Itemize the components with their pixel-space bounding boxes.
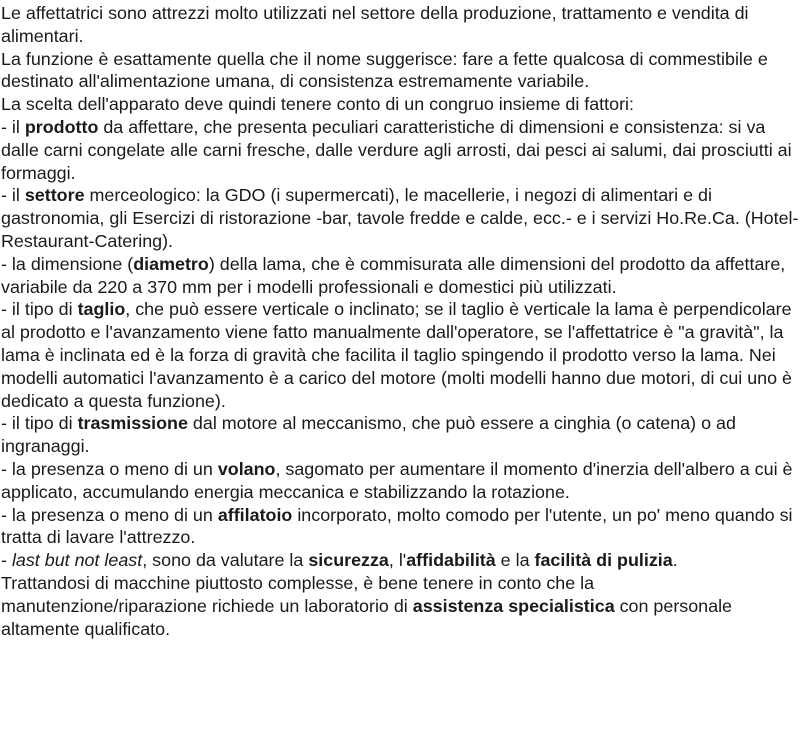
factor-prefix: - il tipo di (1, 413, 78, 434)
factor-diametro (1, 253, 800, 299)
factor-taglio (1, 298, 800, 412)
factor-keyword-affidabilita: affidabilità (406, 550, 496, 571)
closing-text: con personale altamente qualificato. (1, 595, 733, 639)
factor-text: da affettare, che presenta peculiari caratteristiche di dimensioni e consistenza: si va dalle carni congelate alle carni fresche, dalle verdure agli arrosti, dai pesci ai salumi, dai prosciutti ai formaggi. (1, 116, 792, 183)
factor-prefix: - il tipo di (1, 299, 78, 320)
factor-keyword: volano (217, 458, 276, 479)
factor-volano (1, 458, 800, 504)
paragraph-function: La funzione è esattamente quella che il nome suggerisce: fare a fette qualcosa di commestibile e destinato all'alimentazione umana, di consistenza estremamente variabile. (1, 48, 768, 92)
paragraph-closing (1, 572, 800, 640)
factor-keyword: prodotto (24, 116, 99, 137)
factor-affilatoio (1, 504, 800, 550)
factor-italic: last but not least (11, 550, 143, 571)
factor-text: . (672, 550, 678, 571)
factor-text: , l' (388, 550, 407, 571)
factor-prefix: - la presenza o meno di un (1, 504, 218, 525)
factor-keyword: taglio (77, 299, 126, 320)
paragraph-choice: La scelta dell'apparato deve quindi tenere conto di un congruo insieme di fattori: (1, 94, 634, 115)
factor-text: e la (495, 550, 535, 571)
factor-keyword: settore (24, 185, 85, 206)
factor-prefix: - (1, 550, 12, 571)
factor-text: ) della lama, che è commisurata alle dimensioni del prodotto da affettare, variabile da 220 a 370 mm per i modelli professionali e domestici più utilizzati. (1, 253, 786, 297)
factor-prodotto (1, 116, 800, 184)
factor-text: , che può essere verticale o inclinato; se il taglio è verticale la lama è perpendicolare al prodotto e l'avanzamento viene fatto manualmente dall'operatore, se l'affettatrice è "a gravità", la lama è inclinata ed è la forza di gravità che facilita il taglio spingendo il prodotto verso la lama. Nei modelli automatici l'avanzamento è a carico del motore (molti modelli hanno due motori, di cui uno è dedicato a questa funzione). (1, 299, 793, 411)
factor-prefix: - la presenza o meno di un (1, 458, 218, 479)
factor-last (1, 549, 800, 572)
paragraph-intro: Le affettatrici sono attrezzi molto utilizzati nel settore della produzione, trattamento e vendita di alimentari. (1, 3, 749, 46)
factor-keyword: affilatoio (217, 504, 293, 525)
factor-text: , sagomato per aumentare il momento d'inerzia dell'albero a cui è applicato, accumulando energia meccanica e stabilizzando la rotazione. (1, 458, 793, 502)
factor-settore (1, 184, 800, 252)
factor-prefix: - la dimensione ( (1, 253, 134, 274)
factor-trasmissione (1, 412, 800, 458)
factor-text: , sono da valutare la (142, 550, 309, 571)
factor-prefix: - il (1, 185, 25, 206)
factor-prefix: - il (1, 116, 25, 137)
closing-text: Trattandosi di macchine piuttosto complesse, è bene tenere in conto che la manutenzione/riparazione richiede un laboratorio di (1, 572, 595, 616)
factor-keyword: diametro (133, 253, 209, 274)
factor-text: incorporato, molto comodo per l'utente, un po' meno quando si tratta di lavare l'attrezzo. (1, 504, 793, 548)
factor-keyword-pulizia: facilità di pulizia (534, 550, 673, 571)
factor-keyword: trasmissione (77, 413, 188, 434)
factor-text: merceologico: la GDO (i supermercati), le macellerie, i negozi di alimentari e di gastronomia, gli Esercizi di ristorazione -bar, tavole fredde e calde, ecc.- e i servizi Ho.Re.Ca. (Hotel-Restaurant-Catering). (1, 185, 799, 251)
factor-text: dal motore al meccanismo, che può essere a cinghia (o catena) o ad ingranaggi. (1, 413, 736, 457)
closing-keyword: assistenza specialistica (412, 595, 615, 616)
factor-keyword-sicurezza: sicurezza (308, 550, 389, 571)
